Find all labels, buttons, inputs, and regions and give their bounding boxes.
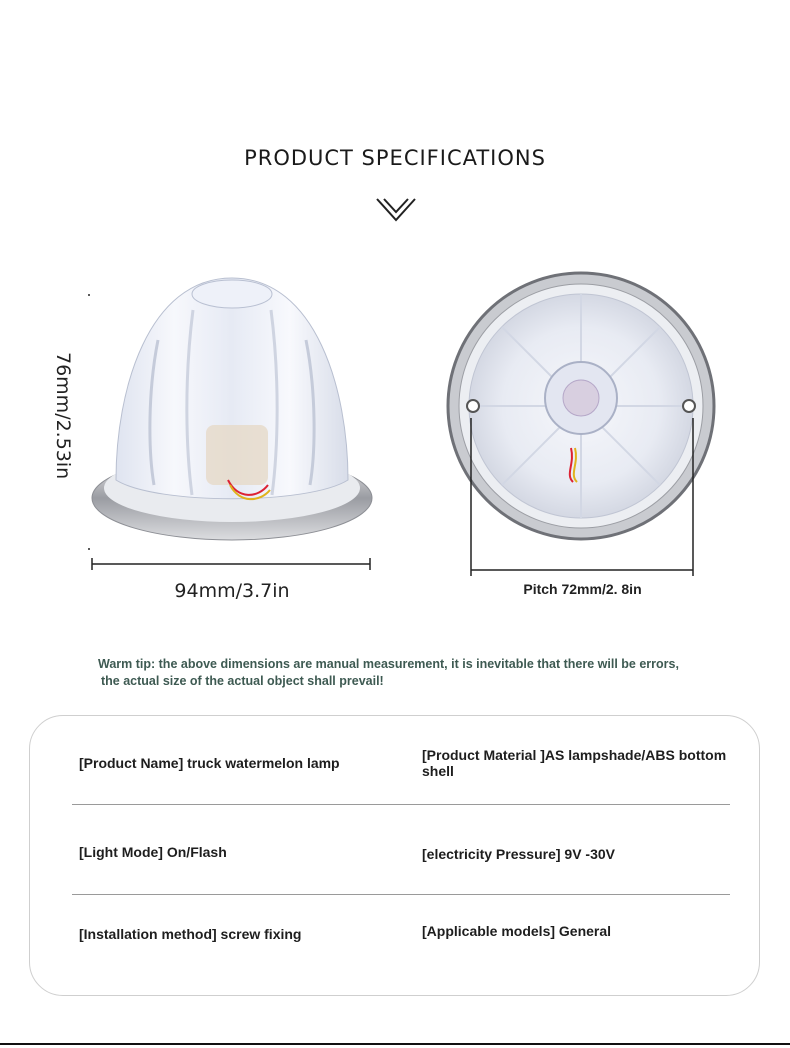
- spec-applicable-models: [Applicable models] General: [422, 923, 612, 939]
- warm-tip-line-1: Warm tip: the above dimensions are manual measurement, it is inevitable that there will be errors,: [98, 657, 679, 671]
- spec-divider: [72, 894, 730, 895]
- spec-light-mode: [Light Mode] On/Flash: [79, 844, 227, 860]
- page-title: PRODUCT SPECIFICATIONS: [244, 146, 546, 170]
- height-dimension: [52, 352, 72, 482]
- chevron-down-icon: [375, 196, 417, 224]
- spec-divider: [72, 804, 730, 805]
- pitch-label: Pitch 72mm/2. 8in: [523, 581, 642, 597]
- spec-product-name: [Product Name] truck watermelon lamp: [79, 755, 340, 771]
- spec-installation: [Installation method] screw fixing: [79, 926, 302, 942]
- spec-voltage: [electricity Pressure] 9V -30V: [422, 846, 615, 862]
- lamp-side-view-image: [88, 270, 388, 580]
- width-label: 94mm/3.7in: [174, 580, 290, 602]
- spec-product-material: [Product Material ]AS lampshade/ABS bottom shell: [422, 747, 727, 779]
- bottom-divider: [0, 1043, 790, 1045]
- height-label: 76mm/2.53in: [52, 352, 74, 480]
- lamp-top-view-image: [445, 268, 725, 578]
- warm-tip: [98, 656, 738, 690]
- warm-tip-line-2: the actual size of the actual object shall prevail!: [101, 674, 384, 688]
